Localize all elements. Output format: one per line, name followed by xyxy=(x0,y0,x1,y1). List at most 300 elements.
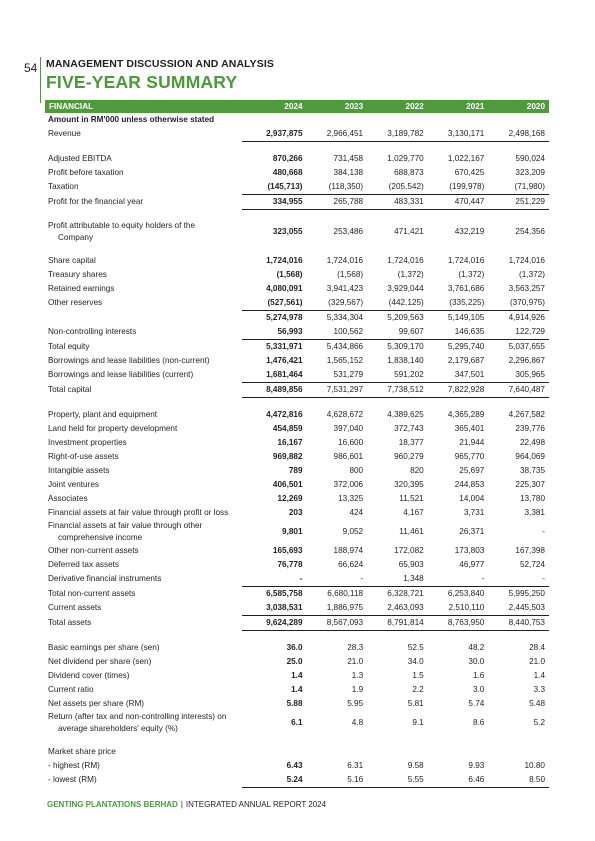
spacer-cell xyxy=(45,398,549,409)
table-row xyxy=(45,113,549,127)
value-cell: 16,167 xyxy=(277,438,303,447)
value-cell: 6,585,758 xyxy=(242,587,306,602)
row-label-text: Profit before taxation xyxy=(48,168,124,177)
value-cell: 165,693 xyxy=(272,546,303,555)
table-row xyxy=(45,587,549,602)
spacer-row xyxy=(45,631,549,642)
table-row xyxy=(45,180,549,195)
value-cell: 1.4 xyxy=(291,685,303,694)
row-label xyxy=(45,340,242,355)
value-cell: 203 xyxy=(288,508,303,517)
row-label-text: Amount in RM'000 unless otherwise stated xyxy=(48,115,215,124)
row-label-text: Derivative financial instruments xyxy=(48,574,162,584)
value-cell: (370,975) xyxy=(509,298,545,307)
value-cell: 688,873 xyxy=(394,168,424,177)
table-row xyxy=(45,152,549,166)
value-cell: 305,965 xyxy=(515,370,545,379)
value-cell: 65,903 xyxy=(398,560,424,569)
value-cell: 6.46 xyxy=(428,773,489,788)
value-cell: 2,445,503 xyxy=(508,603,545,612)
value-cell: 531,279 xyxy=(333,370,364,379)
row-label-text: Current ratio xyxy=(48,685,94,694)
value-cell: 480,668 xyxy=(272,168,303,177)
value-cell: 7,738,512 xyxy=(367,383,428,398)
table-row xyxy=(45,745,549,759)
row-label-text: Non-controlling interests xyxy=(48,327,137,337)
value-cell: 5,209,563 xyxy=(367,311,428,326)
value-cell: 3,130,171 xyxy=(428,127,489,142)
value-cell: 1,348 xyxy=(403,574,424,583)
row-label xyxy=(45,711,242,735)
row-label xyxy=(45,195,242,210)
value-cell: 1.4 xyxy=(291,671,303,680)
value-cell: 265,788 xyxy=(307,195,368,210)
section-label: MANAGEMENT DISCUSSION AND ANALYSIS xyxy=(46,58,275,70)
value-cell: 397,040 xyxy=(333,424,364,433)
value-cell: 323,209 xyxy=(515,168,545,177)
value-cell: 4.8 xyxy=(351,718,364,727)
value-cell: 870,266 xyxy=(272,154,303,163)
table-row xyxy=(45,464,549,478)
footer-company: GENTING PLANTATIONS BERHAD xyxy=(47,800,178,809)
value-cell xyxy=(307,113,368,127)
value-cell: 11,521 xyxy=(399,494,424,503)
value-cell: 8,567,093 xyxy=(307,616,368,631)
value-cell: 5.95 xyxy=(347,699,364,708)
spacer-cell xyxy=(45,244,549,254)
row-label-text: - highest (RM) xyxy=(48,761,100,770)
value-cell: 1.4 xyxy=(533,671,545,680)
value-cell xyxy=(242,113,306,127)
value-cell: - xyxy=(360,574,364,583)
value-cell: 167,398 xyxy=(515,546,545,555)
row-label-text: Joint ventures xyxy=(48,480,99,489)
row-label-text: Taxation xyxy=(48,182,79,192)
header-year: 2020 xyxy=(488,100,549,113)
value-cell: 1.5 xyxy=(412,671,424,680)
header-divider xyxy=(40,57,41,103)
table-row xyxy=(45,711,549,735)
value-cell: 1,029,770 xyxy=(387,154,424,163)
value-cell: 6.43 xyxy=(286,761,303,770)
row-label xyxy=(45,127,242,142)
page-number: 54 xyxy=(24,61,38,75)
table-row xyxy=(45,601,549,616)
value-cell: 28.3 xyxy=(347,643,364,652)
row-label-text: Retained earnings xyxy=(48,284,115,293)
value-cell: 52,724 xyxy=(519,560,545,569)
value-cell: 99,607 xyxy=(398,327,424,336)
value-cell: 3,038,531 xyxy=(266,603,303,612)
table-row xyxy=(45,697,549,711)
table-row xyxy=(45,254,549,268)
page-footer xyxy=(47,800,326,809)
row-label xyxy=(45,616,242,631)
value-cell: 4,628,672 xyxy=(326,410,364,419)
value-cell: 244,853 xyxy=(454,480,485,489)
table-row xyxy=(45,408,549,422)
value-cell: 13,325 xyxy=(338,494,364,503)
value-cell: 21,944 xyxy=(459,438,485,447)
value-cell: 25,697 xyxy=(459,466,485,475)
value-cell: 8,440,753 xyxy=(488,616,549,631)
value-cell: (442,125) xyxy=(388,298,424,307)
value-cell: 146,635 xyxy=(454,327,485,336)
value-cell: 9,052 xyxy=(342,527,364,536)
value-cell: 4,914,926 xyxy=(488,311,549,326)
value-cell: (1,372) xyxy=(519,270,545,279)
value-cell: 1,681,464 xyxy=(266,370,303,379)
value-cell: (1,372) xyxy=(458,270,485,279)
value-cell: 5.24 xyxy=(242,773,306,788)
row-label xyxy=(45,436,242,450)
value-cell: 2,296,867 xyxy=(508,356,545,365)
value-cell: 6.31 xyxy=(347,761,364,770)
value-cell: 5.48 xyxy=(529,699,545,708)
row-label-text: Market share price xyxy=(48,747,116,756)
page-title: FIVE-YEAR SUMMARY xyxy=(46,72,238,92)
spacer-row xyxy=(45,735,549,745)
value-cell: 18,377 xyxy=(398,438,424,447)
row-label-text: Treasury shares xyxy=(48,270,107,279)
value-cell: 100,562 xyxy=(333,327,364,336)
value-cell xyxy=(428,113,489,127)
value-cell: - xyxy=(481,574,485,583)
table-row xyxy=(45,166,549,180)
row-label xyxy=(45,180,242,195)
table-row xyxy=(45,558,549,572)
row-label-text: Net assets per share (RM) xyxy=(48,699,145,708)
value-cell: (205,542) xyxy=(388,182,424,191)
row-label xyxy=(45,759,242,773)
row-label-text: Share capital xyxy=(48,256,96,265)
value-cell: 471,421 xyxy=(394,227,424,236)
value-cell: 1,886,975 xyxy=(326,603,364,612)
table-row xyxy=(45,544,549,558)
value-cell xyxy=(428,745,489,759)
row-label-text: Profit attributable to equity holders of the xyxy=(48,221,196,230)
value-cell: 7,822,928 xyxy=(428,383,489,398)
value-cell: 9,801 xyxy=(282,527,303,536)
row-label-text: Total capital xyxy=(48,385,92,394)
row-label-text: Total assets xyxy=(48,618,92,627)
value-cell: 1.6 xyxy=(472,671,485,680)
value-cell xyxy=(367,113,428,127)
row-label-text: Property, plant and equipment xyxy=(48,410,158,419)
value-cell: 5.16 xyxy=(307,773,368,788)
row-label-text: Adjusted EBITDA xyxy=(48,154,112,163)
value-cell: 969,882 xyxy=(272,452,303,461)
value-cell: 5.2 xyxy=(533,718,545,727)
spacer-cell xyxy=(45,631,549,642)
value-cell xyxy=(242,745,306,759)
table-row xyxy=(45,506,549,520)
header-label: FINANCIAL xyxy=(45,100,242,113)
value-cell: 1,724,016 xyxy=(326,256,364,265)
value-cell: 424 xyxy=(349,508,364,517)
row-label xyxy=(45,745,242,759)
table-row xyxy=(45,436,549,450)
row-label xyxy=(45,544,242,558)
value-cell: 28.4 xyxy=(529,643,545,652)
table-row xyxy=(45,354,549,368)
value-cell: 6.1 xyxy=(291,718,303,727)
value-cell: 225,307 xyxy=(515,480,545,489)
table-row xyxy=(45,282,549,296)
value-cell: 5.74 xyxy=(468,699,485,708)
value-cell: 590,024 xyxy=(515,154,545,163)
row-label-text: Basic earnings per share (sen) xyxy=(48,643,160,652)
table-row xyxy=(45,773,549,788)
row-label-text: Total equity xyxy=(48,341,90,351)
table-row xyxy=(45,450,549,464)
value-cell: - xyxy=(542,574,545,583)
value-cell: 3,731 xyxy=(463,508,485,517)
table-row xyxy=(45,572,549,587)
row-label xyxy=(45,773,242,788)
spacer-cell xyxy=(45,210,549,221)
value-cell: 432,219 xyxy=(454,227,485,236)
row-label-text: Revenue xyxy=(48,129,81,139)
row-label xyxy=(45,464,242,478)
value-cell: 670,425 xyxy=(454,168,485,177)
row-label-text: Current assets xyxy=(48,603,102,613)
value-cell: 5,295,740 xyxy=(428,340,489,355)
row-label xyxy=(45,408,242,422)
row-label xyxy=(45,325,242,340)
value-cell: 789 xyxy=(288,466,303,475)
value-cell: 372,006 xyxy=(333,480,364,489)
value-cell: 2,966,451 xyxy=(307,127,368,142)
table-row xyxy=(45,311,549,326)
row-label-text: Associates xyxy=(48,494,88,503)
row-label-text: Other reserves xyxy=(48,298,103,308)
row-label-continuation: comprehensive income xyxy=(58,533,143,542)
row-label-text: Return (after tax and non-controlling interests) on xyxy=(48,712,227,721)
value-cell: 591,202 xyxy=(394,370,424,379)
value-cell: 10.80 xyxy=(524,761,545,770)
row-label-text: Right-of-use assets xyxy=(48,452,119,461)
spacer-row xyxy=(45,244,549,254)
value-cell: 9.1 xyxy=(412,718,424,727)
value-cell: 1,724,016 xyxy=(447,256,485,265)
row-label xyxy=(45,587,242,602)
value-cell: 4,472,816 xyxy=(266,410,303,419)
table-row xyxy=(45,422,549,436)
value-cell: 5,434,866 xyxy=(307,340,368,355)
value-cell: 4,080,091 xyxy=(266,284,303,293)
value-cell: 5.81 xyxy=(407,699,424,708)
value-cell: 21.0 xyxy=(347,657,364,666)
value-cell: 56,993 xyxy=(277,327,303,336)
row-label-text: Intangible assets xyxy=(48,466,110,475)
value-cell: 7,531,297 xyxy=(307,383,368,398)
value-cell: 8.50 xyxy=(488,773,549,788)
value-cell: 5.88 xyxy=(286,699,303,708)
row-label xyxy=(45,166,242,180)
row-label xyxy=(45,655,242,669)
value-cell: 11,461 xyxy=(399,527,424,536)
value-cell: 820 xyxy=(410,466,424,475)
header-year: 2022 xyxy=(367,100,428,113)
row-label-text: Borrowings and lease liabilities (current) xyxy=(48,370,194,380)
table-row xyxy=(45,368,549,383)
table-row xyxy=(45,616,549,631)
value-cell: 334,955 xyxy=(242,195,306,210)
value-cell: 3.0 xyxy=(472,685,485,694)
value-cell: (145,713) xyxy=(267,182,303,191)
value-cell: 5,149,105 xyxy=(428,311,489,326)
spacer-row xyxy=(45,142,549,153)
value-cell xyxy=(488,113,549,127)
value-cell: 4,267,582 xyxy=(508,410,545,419)
value-cell: 1,476,421 xyxy=(266,356,303,365)
value-cell: 986,601 xyxy=(333,452,364,461)
value-cell xyxy=(488,745,549,759)
value-cell: 25.0 xyxy=(286,657,303,666)
row-label-text: Total non-current assets xyxy=(48,588,136,598)
value-cell: 9.58 xyxy=(407,761,424,770)
table-row xyxy=(45,325,549,340)
row-label xyxy=(45,683,242,697)
value-cell: 254,356 xyxy=(515,227,545,236)
value-cell: 406,501 xyxy=(272,480,303,489)
value-cell: 3.3 xyxy=(533,685,545,694)
row-label-text: Deferred tax assets xyxy=(48,560,119,569)
row-label xyxy=(45,220,242,244)
value-cell: 12,269 xyxy=(277,494,303,503)
value-cell: 2,937,875 xyxy=(242,127,306,142)
row-label xyxy=(45,383,242,398)
value-cell xyxy=(307,745,368,759)
value-cell: - xyxy=(299,574,303,583)
value-cell: 483,331 xyxy=(367,195,428,210)
row-label-text: Other non-current assets xyxy=(48,546,139,555)
value-cell: 2,463,093 xyxy=(387,603,424,612)
row-label xyxy=(45,254,242,268)
value-cell: 347,501 xyxy=(454,370,485,379)
value-cell: 2,498,168 xyxy=(488,127,549,142)
value-cell: 5,274,978 xyxy=(242,311,306,326)
value-cell: 1,724,016 xyxy=(387,256,424,265)
value-cell: 6,253,840 xyxy=(428,587,489,602)
value-cell: 372,743 xyxy=(394,424,424,433)
value-cell: 4,365,289 xyxy=(447,410,485,419)
table-row xyxy=(45,340,549,355)
value-cell: 5,334,304 xyxy=(307,311,368,326)
value-cell: 34.0 xyxy=(407,657,424,666)
value-cell: 2.2 xyxy=(412,685,424,694)
value-cell: 8.6 xyxy=(472,718,485,727)
footer-separator: | xyxy=(180,800,183,809)
value-cell: 3,189,782 xyxy=(367,127,428,142)
table-row xyxy=(45,195,549,210)
value-cell: (199,978) xyxy=(449,182,485,191)
value-cell: 731,458 xyxy=(333,154,364,163)
value-cell: 3,381 xyxy=(524,508,545,517)
value-cell: 8,489,856 xyxy=(242,383,306,398)
row-label xyxy=(45,113,242,127)
value-cell: 36.0 xyxy=(286,643,303,652)
value-cell: 253,486 xyxy=(333,227,364,236)
row-label xyxy=(45,601,242,616)
row-label xyxy=(45,520,242,544)
value-cell: 239,776 xyxy=(515,424,545,433)
table-row xyxy=(45,759,549,773)
value-cell: 470,447 xyxy=(428,195,489,210)
row-label-text: Land held for property development xyxy=(48,424,178,433)
header-year: 2021 xyxy=(428,100,489,113)
value-cell: 66,624 xyxy=(338,560,364,569)
value-cell: (335,225) xyxy=(449,298,485,307)
table-header-row xyxy=(45,100,549,113)
row-label xyxy=(45,669,242,683)
value-cell: 14,004 xyxy=(459,494,485,503)
value-cell: 5,309,170 xyxy=(367,340,428,355)
table-row xyxy=(45,268,549,282)
value-cell: 16,600 xyxy=(338,438,364,447)
value-cell: 964,069 xyxy=(515,452,545,461)
row-label xyxy=(45,311,242,326)
value-cell: 5.55 xyxy=(367,773,428,788)
value-cell: 1,724,016 xyxy=(266,256,303,265)
value-cell: 9,624,289 xyxy=(242,616,306,631)
row-label-continuation: average shareholders' equity (%) xyxy=(58,724,178,733)
row-label xyxy=(45,152,242,166)
table-row xyxy=(45,383,549,398)
row-label xyxy=(45,282,242,296)
value-cell: 188,974 xyxy=(333,546,364,555)
value-cell: (71,980) xyxy=(514,182,545,191)
row-label xyxy=(45,296,242,311)
table-row xyxy=(45,641,549,655)
value-cell: 960,279 xyxy=(394,452,424,461)
row-label xyxy=(45,422,242,436)
value-cell: - xyxy=(542,527,545,536)
row-label-text: - lowest (RM) xyxy=(48,775,97,785)
five-year-summary-table xyxy=(45,100,549,788)
value-cell: 3,761,686 xyxy=(447,284,485,293)
header-year: 2023 xyxy=(307,100,368,113)
value-cell: 30.0 xyxy=(468,657,485,666)
value-cell: (1,372) xyxy=(397,270,424,279)
value-cell: 2,179,687 xyxy=(447,356,485,365)
row-label xyxy=(45,268,242,282)
value-cell: 2,510,110 xyxy=(448,603,485,612)
value-cell: 6,328,721 xyxy=(367,587,428,602)
value-cell: 8,791,814 xyxy=(367,616,428,631)
table-row xyxy=(45,296,549,311)
table-row xyxy=(45,655,549,669)
value-cell: 48.2 xyxy=(468,643,485,652)
value-cell: 1.3 xyxy=(351,671,364,680)
row-label xyxy=(45,697,242,711)
table-row xyxy=(45,669,549,683)
value-cell: 965,770 xyxy=(454,452,485,461)
row-label-text: Investment properties xyxy=(48,438,127,447)
value-cell: 8,763,950 xyxy=(428,616,489,631)
value-cell: 4,389,625 xyxy=(387,410,424,419)
value-cell: (1,568) xyxy=(276,270,303,279)
value-cell: 6,680,118 xyxy=(307,587,368,602)
value-cell: 1,838,140 xyxy=(387,356,424,365)
value-cell: 1,022,167 xyxy=(447,154,485,163)
row-label xyxy=(45,450,242,464)
row-label xyxy=(45,478,242,492)
table-row xyxy=(45,492,549,506)
value-cell: 5,995,250 xyxy=(488,587,549,602)
value-cell: 38,735 xyxy=(519,466,545,475)
